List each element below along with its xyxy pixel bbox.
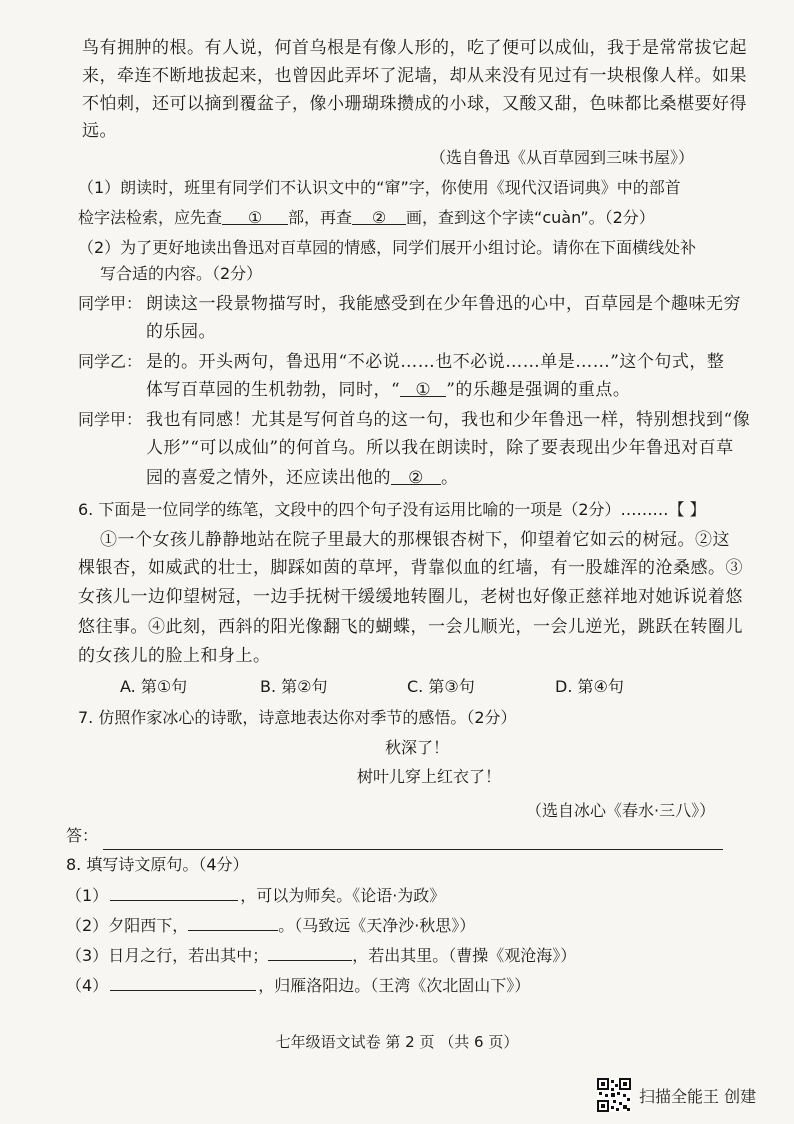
q7-answer-line[interactable] — [103, 849, 723, 850]
q8-item-4 — [66, 974, 530, 996]
q6-para-line-4: 悠往事。④此刻，西斜的阳光像翻飞的蝴蝶，一会儿顺光，一会儿逆光，跳跃在转圈儿 — [78, 617, 743, 637]
q7-source: （选自冰心《春水·三八》） — [526, 801, 716, 820]
q8-item-4-blank[interactable] — [110, 974, 256, 991]
passage-line-4: 远。 — [82, 121, 117, 141]
q8-item-2-num: （2） — [66, 916, 109, 935]
dialogue-a1-speaker: 同学甲： — [78, 294, 143, 313]
q8-stem: 8. 填写诗文原句。（4分） — [66, 855, 249, 874]
dialogue-b1-text-b: ”的乐趣是强调的重点。 — [446, 380, 631, 400]
dialogue-b1-line2 — [146, 380, 630, 400]
dialogue-a2-line1: 我也有同感！尤其是写何首乌的这一句，我也和少年鲁迅一样，特别想找到“像 — [146, 410, 751, 430]
dialogue-a1-line2: 的乐园。 — [146, 322, 216, 342]
q7-poem-line-2: 树叶儿穿上红衣了！ — [357, 767, 502, 786]
q8-item-2-after: 。（马致远《天净沙·秋思》） — [278, 916, 476, 935]
passage-line-3: 不怕刺，还可以摘到覆盆子，像小珊瑚珠攒成的小球，又酸又甜，色味都比桑椹要好得 — [82, 94, 747, 114]
q6-para-line-2: 棵银杏，如威武的壮士，脚踩如茵的草坪，背靠似血的红墙，有一股雄浑的沧桑感。③ — [78, 558, 743, 578]
q6-para-line-1: ①一个女孩儿静静地站在院子里最大的那棵银杏树下，仰望着它如云的树冠。②这 — [100, 530, 730, 550]
dialogue-a2-speaker: 同学甲： — [78, 410, 143, 429]
q6-stem: 6. 下面是一位同学的练笔，文段中的四个句子没有运用比喻的一项是（2分）………【 】 — [78, 500, 706, 519]
passage-line-1: 鸟有拥肿的根。有人说，何首乌根是有像人形的，吃了便可以成仙，我于是常常拔它起 — [82, 38, 747, 58]
q6-option-a[interactable]: A. 第①句 — [120, 677, 188, 696]
dialogue-blank-1[interactable]: ① — [400, 380, 446, 397]
q5-part2-line1: （2）为了更好地读出鲁迅对百草园的情感，同学们展开小组讨论。请你在下面横线处补 — [78, 238, 697, 257]
q8-item-1 — [66, 884, 445, 906]
dialogue-a2-line2: 人形”“可以成仙”的何首乌。所以我在朗读时，除了要表现出少年鲁迅对百草 — [146, 438, 734, 458]
q6-para-line-5: 的女孩儿的脸上和身上。 — [78, 646, 271, 666]
q5-part2-line2: 写合适的内容。（2分） — [100, 264, 263, 283]
q5-blank-2[interactable]: ② — [352, 208, 406, 225]
q7-poem-line-1: 秋深了！ — [385, 738, 450, 757]
dialogue-b1-speaker: 同学乙： — [78, 352, 143, 371]
page-footer: 七年级语文试卷 第 2 页 （共 6 页） — [275, 1033, 519, 1051]
q6-option-b[interactable]: B. 第②句 — [260, 677, 328, 696]
q7-stem: 7. 仿照作家冰心的诗歌，诗意地表达你对季节的感悟。（2分） — [78, 708, 517, 727]
passage-source: （选自鲁迅《从百草园到三味书屋》） — [430, 148, 695, 167]
dialogue-b1-text-a: 体写百草园的生机勃勃，同时，“ — [146, 380, 401, 400]
q6-para-line-3: 女孩儿一边仰望树冠，一边手抚树干缓缓地转圈儿，老树也好像正慈祥地对她诉说着悠 — [78, 587, 743, 607]
q5-part1-text-c: 画，查到这个字读“cuàn”。（2分） — [406, 208, 655, 227]
q8-item-2 — [66, 914, 475, 936]
q6-option-c[interactable]: C. 第③句 — [407, 677, 475, 696]
q6-option-d[interactable]: D. 第④句 — [555, 677, 624, 696]
q8-item-1-num: （1） — [66, 886, 109, 905]
q8-item-3-blank[interactable] — [268, 944, 352, 961]
dialogue-blank-2[interactable]: ② — [391, 468, 441, 485]
scanner-watermark-text: 扫描全能王 创建 — [639, 1086, 757, 1106]
q8-item-3-after: ，若出其里。（曹操《观沧海》） — [352, 946, 577, 965]
q8-item-4-after: ，归雁洛阳边。（王湾《次北固山下》） — [258, 976, 531, 995]
q5-part1-line2 — [78, 208, 655, 228]
dialogue-a2-text-a: 园的喜爱之情外，还应读出他的 — [146, 468, 391, 488]
q8-item-3-num: （3） — [66, 946, 109, 965]
q8-item-3 — [66, 944, 576, 966]
dialogue-b1-line1: 是的。开头两句，鲁迅用“不必说……也不必说……单是……”这个句式，整 — [146, 352, 725, 372]
q8-item-2-before: 夕阳西下， — [108, 916, 189, 935]
q5-part1-line1: （1）朗读时，班里有同学们不认识文中的“窜”字，你使用《现代汉语词典》中的部首 — [78, 178, 681, 197]
q8-item-3-before: 日月之行，若出其中； — [108, 946, 269, 965]
q8-item-2-blank[interactable] — [188, 914, 278, 931]
q8-item-4-num: （4） — [66, 976, 109, 995]
q7-answer-label: 答： — [66, 826, 99, 845]
q5-blank-1[interactable]: ① — [222, 208, 288, 225]
q8-item-1-blank[interactable] — [110, 884, 238, 901]
q8-item-1-after: ，可以为师矣。《论语·为政》 — [240, 886, 446, 905]
scanner-watermark — [597, 1078, 756, 1112]
dialogue-a2-text-b: 。 — [441, 468, 459, 488]
dialogue-a2-line3 — [146, 468, 459, 488]
q5-part1-text-b: 部，再查 — [288, 208, 353, 227]
passage-line-2: 来，牵连不断地拔起来，也曾因此弄坏了泥墙，却从来没有见过有一块根像人样。如果 — [82, 66, 747, 86]
qr-code-icon — [597, 1078, 631, 1112]
q5-part1-text-a: 检字法检索，应先查 — [78, 208, 223, 227]
dialogue-a1-line1: 朗读这一段景物描写时，我能感受到在少年鲁迅的心中，百草园是个趣味无穷 — [146, 294, 741, 314]
